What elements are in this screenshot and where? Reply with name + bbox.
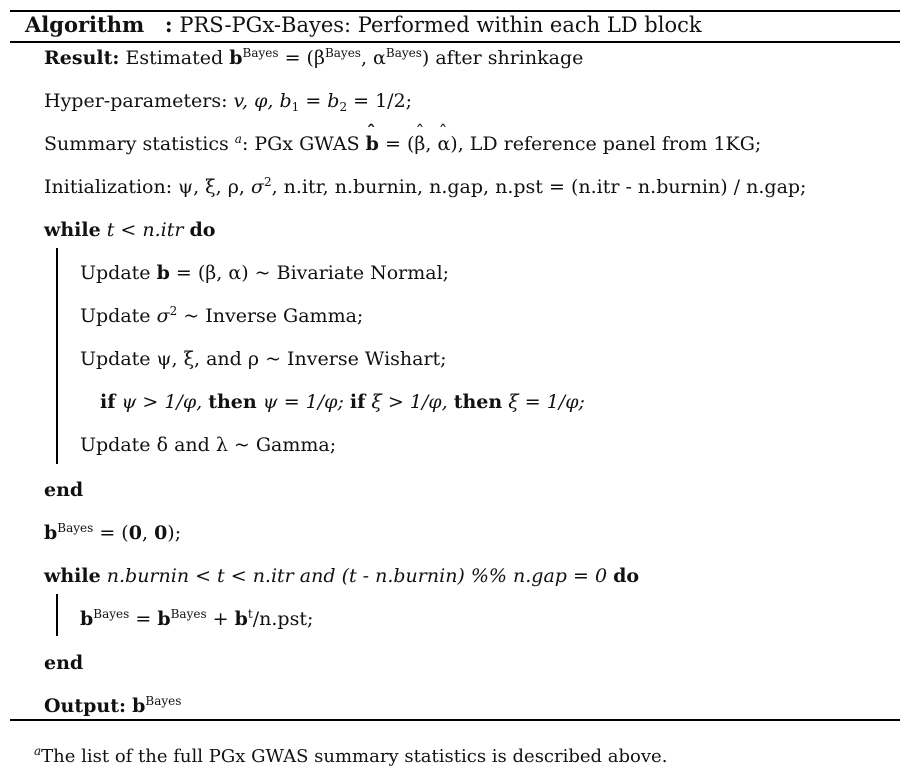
- bottom-rule: [10, 719, 900, 721]
- init-rest: , n.itr, n.burnin, n.gap, n.pst = (n.itr - n.burnin) / n.gap;: [271, 176, 807, 198]
- while2-line: [44, 564, 639, 588]
- while1-line: [44, 218, 215, 242]
- update-delta-line: Update δ and λ ~ Gamma;: [80, 434, 337, 456]
- init-sq: 2: [263, 175, 272, 189]
- accumulate-b1: b: [80, 608, 94, 630]
- hyper-sub2: 2: [339, 100, 348, 114]
- while2-condition: n.burnin < t < n.itr and (t - n.burnin) %% n.gap = 0: [106, 565, 608, 587]
- accumulate-line: [80, 607, 313, 631]
- header-rule: [10, 41, 900, 43]
- accumulate-b2: b: [157, 608, 171, 630]
- end2-keyword: end: [44, 652, 84, 674]
- result-sup: Bayes: [242, 46, 279, 60]
- loop1-bar: [56, 248, 58, 464]
- if-cond2: ξ > 1/φ,: [365, 391, 454, 413]
- init-b-zero1: 0: [128, 522, 142, 544]
- result-alpha-sup: Bayes: [385, 46, 422, 60]
- algorithm-label: Algorithm: [25, 12, 145, 37]
- hyper-eq: = b: [299, 90, 340, 112]
- if-keyword2: if: [349, 391, 366, 413]
- end1-line: [44, 478, 83, 502]
- hyper-line: [44, 89, 412, 113]
- footnote-text: The list of the full PGx GWAS summary statistics is described above.: [41, 746, 668, 767]
- result-eq: = (: [284, 47, 314, 69]
- init-b-line: [44, 521, 181, 545]
- output-label: Output:: [44, 695, 127, 717]
- init-b-close: );: [167, 522, 182, 544]
- result-beta: β: [313, 47, 325, 69]
- summary-bhat: ˆ b: [366, 132, 379, 156]
- init-b-symbol: b: [44, 522, 58, 544]
- while2-keyword: while: [44, 565, 101, 587]
- result-b: b: [229, 47, 243, 69]
- algorithm-colon: :: [164, 12, 173, 37]
- result-label: Result:: [44, 47, 120, 69]
- accumulate-rest: /n.pst;: [252, 608, 314, 630]
- output-sup: Bayes: [145, 694, 182, 708]
- hyper-sub1: 1: [291, 100, 300, 114]
- hyper-rest: = 1/2;: [347, 90, 413, 112]
- while1-do: do: [189, 219, 216, 241]
- end1-keyword: end: [44, 479, 84, 501]
- result-text: Estimated: [125, 47, 224, 69]
- update-sigma-label: Update: [80, 305, 157, 327]
- init-b-eq: = (: [93, 522, 129, 544]
- accumulate-sup2: Bayes: [170, 607, 207, 621]
- hyper-label: Hyper-parameters:: [44, 90, 234, 112]
- init-b-sup: Bayes: [57, 521, 94, 535]
- while1-condition: t < n.itr: [106, 219, 184, 241]
- update-b-rest: = (β, α) ~ Bivariate Normal;: [169, 262, 450, 284]
- algorithm-title: PRS-PGx-Bayes: Performed within each LD block: [179, 13, 702, 37]
- footnote: [34, 745, 667, 769]
- result-tail: ) after shrinkage: [421, 47, 584, 69]
- update-sigma-symbol: σ: [156, 305, 170, 327]
- summary-tail: ), LD reference panel from 1KG;: [450, 133, 762, 155]
- accumulate-plus: +: [206, 608, 235, 630]
- loop2-bar: [56, 594, 58, 636]
- if-line: [100, 390, 585, 414]
- then-keyword: then: [208, 391, 257, 413]
- summary-alphahat: ˆ α: [437, 132, 450, 156]
- update-b-label: Update: [80, 262, 157, 284]
- footnote-mark: a: [34, 744, 42, 758]
- while1-keyword: while: [44, 219, 101, 241]
- update-psi-line: Update ψ, ξ, and ρ ~ Inverse Wishart;: [80, 348, 447, 370]
- summary-text: : PGx GWAS: [241, 133, 366, 155]
- output-line: [44, 694, 181, 718]
- if-cond1: ψ > 1/φ,: [115, 391, 209, 413]
- result-line: [44, 46, 583, 70]
- accumulate-b3: b: [234, 608, 248, 630]
- init-label: Initialization: ψ, ξ, ρ,: [44, 176, 251, 198]
- summary-eq: = (: [378, 133, 415, 155]
- update-b-symbol: b: [156, 262, 170, 284]
- result-beta-sup: Bayes: [324, 46, 361, 60]
- update-sigma-line: [80, 304, 363, 328]
- init-b-zero2: 0: [154, 522, 168, 544]
- if-assign1: ψ = 1/φ;: [256, 391, 350, 413]
- summary-label: Summary statistics: [44, 133, 235, 155]
- update-b-line: [80, 261, 449, 285]
- accumulate-sup1: Bayes: [93, 607, 130, 621]
- update-sigma-sq: 2: [169, 304, 178, 318]
- update-sigma-rest: ~ Inverse Gamma;: [177, 305, 364, 327]
- while2-do: do: [613, 565, 640, 587]
- init-sigma: σ: [250, 176, 264, 198]
- init-b-sep: ,: [141, 522, 155, 544]
- accumulate-eq: =: [129, 608, 158, 630]
- then-keyword2: then: [453, 391, 503, 413]
- hyper-math: v, φ, b: [233, 90, 292, 112]
- accumulate-sup3: t: [247, 607, 253, 621]
- if-keyword: if: [100, 391, 116, 413]
- result-sep: ,: [360, 47, 374, 69]
- summary-sep: ,: [425, 133, 438, 155]
- summary-line: [44, 132, 761, 156]
- if-assign2: ξ = 1/φ;: [502, 391, 585, 413]
- algorithm-header: [25, 13, 702, 37]
- init-line: [44, 175, 806, 199]
- output-b: b: [132, 695, 146, 717]
- summary-betahat: ˆ β: [414, 132, 425, 156]
- end2-line: [44, 651, 83, 675]
- result-alpha: α: [373, 47, 386, 69]
- summary-footmark: a: [234, 132, 242, 146]
